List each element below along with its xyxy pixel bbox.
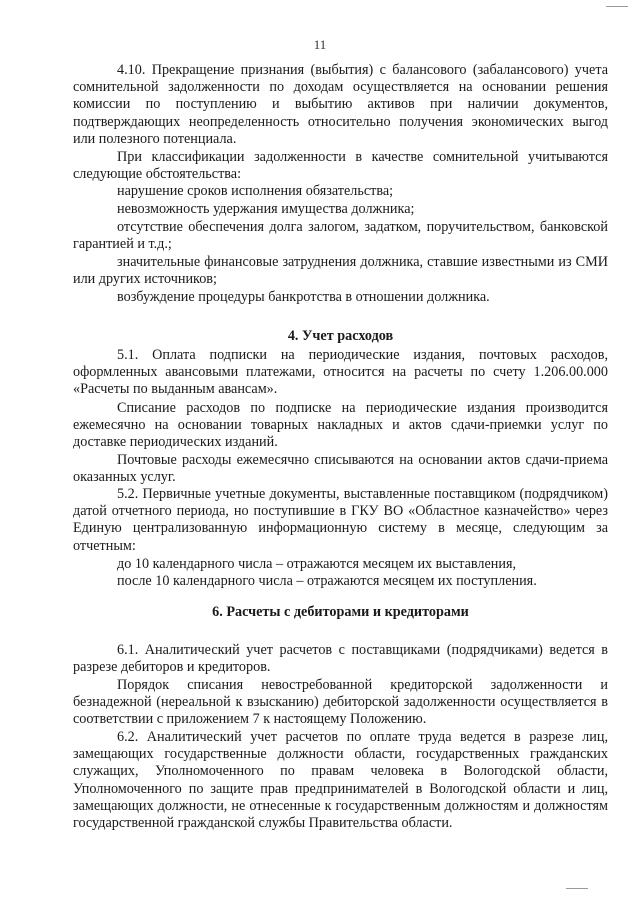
heading-section-4: 4. Учет расходов <box>287 328 394 344</box>
paragraph-subscription: Списание расходов по подписке на периодические издания производится ежемесячно на основании товарных накладных и актов сдачи-приемки услуг по доставке периодических изданий. <box>73 400 608 451</box>
list-item-retention: невозможность удержания имущества должника; <box>117 201 415 217</box>
list-item-after-10: после 10 календарного числа – отражаются месяцем их поступления. <box>117 573 537 589</box>
paragraph-6-1: 6.1. Аналитический учет расчетов с поставщиками (подрядчиками) ведется в разрезе дебиторов и кредиторов. <box>73 642 608 676</box>
paragraph-6-2: 6.2. Аналитический учет расчетов по оплате труда ведется в разрезе лиц, замещающих государственные должности области, государственных гражданских служащих, Уполномоченного по правам человека в Вологодской области, Уполномоченного по защите прав предпринимателей в Вологодской области и лиц, замещающих должности, не отнесенные к государственным должностям и должностям государственной гражданской службы Правительства области. <box>73 729 608 832</box>
list-item-before-10: до 10 календарного числа – отражаются месяцем их выставления, <box>117 556 517 572</box>
heading-section-6: 6. Расчеты с дебиторами и кредиторами <box>212 604 469 620</box>
scan-mark-bottom <box>566 888 588 889</box>
list-item-difficulties: значительные финансовые затруднения должника, ставшие известными из СМИ или других источников; <box>73 254 608 288</box>
page-number: 11 <box>313 37 327 52</box>
list-item-bankruptcy: возбуждение процедуры банкротства в отношении должника. <box>117 289 490 305</box>
paragraph-postal: Почтовые расходы ежемесячно списываются на основании актов сдачи-приема оказанных услуг. <box>73 452 608 486</box>
paragraph-5-2: 5.2. Первичные учетные документы, выставленные поставщиком (подрядчиком) датой отчетного периода, но поступившие в ГКУ ВО «Областное казначейство» через Единую централизованную информационную систему в месяце, следующим за отчетным: <box>73 486 608 554</box>
paragraph-4-10: 4.10. Прекращение признания (выбытия) с балансового (забалансового) учета сомнительной задолженности по доходам осуществляется на основании решения комиссии по поступлению и выбытию активов при наличии документов, подтверждающих неопределенность относительно получения экономических выгод или полезного потенциала. <box>73 62 608 147</box>
list-item-collateral: отсутствие обеспечения долга залогом, задатком, поручительством, банковской гарантией и т.д.; <box>73 219 608 253</box>
paragraph-writeoff: Порядок списания невостребованной кредиторской задолженности и безнадежной (нереальной к взысканию) дебиторской задолженности осуществляется в соответствии с приложением 7 к настоящему Положению. <box>73 677 608 728</box>
scan-mark-top <box>606 6 628 7</box>
paragraph-classify-intro: При классификации задолженности в качестве сомнительной учитываются следующие обстоятельства: <box>73 149 608 183</box>
paragraph-5-1: 5.1. Оплата подписки на периодические издания, почтовых расходов, оформленных авансовыми платежами, относится на расчеты по счету 1.206.00.000 «Расчеты по выданным авансам». <box>73 347 608 398</box>
list-item-deadline: нарушение сроков исполнения обязательства; <box>117 183 394 199</box>
